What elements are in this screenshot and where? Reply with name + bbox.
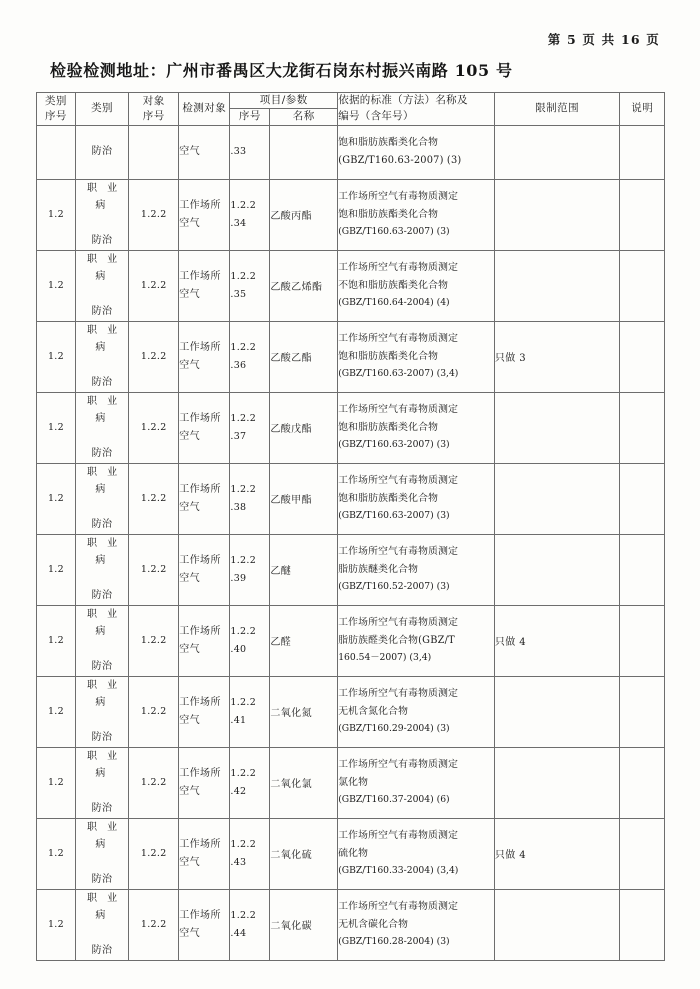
cell-category-no xyxy=(37,179,76,250)
cell-category-line1: 职 业 病 xyxy=(86,608,121,637)
header-category-no-line2: 序号 xyxy=(44,109,67,122)
cell-category-no-line1: 1.2 xyxy=(47,706,64,717)
cell-item-no-line1: 1.2.2 xyxy=(230,413,257,425)
cell-test-object xyxy=(179,321,230,392)
cell-category xyxy=(75,534,128,605)
cell-category-no-line1: 1.2 xyxy=(47,848,64,859)
cell-category-no xyxy=(37,250,76,321)
cell-standard xyxy=(338,321,495,392)
cell-item-no-line2: .34 xyxy=(230,217,247,229)
cell-standard xyxy=(338,250,495,321)
cell-standard-line3: (GBZ/T160.63-2007) (3) xyxy=(338,439,450,451)
cell-limit-range xyxy=(494,463,620,534)
cell-limit-range xyxy=(494,321,620,392)
cell-object-no xyxy=(129,463,179,534)
cell-category-line2: 防治 xyxy=(91,874,113,885)
cell-item-no-line2: .36 xyxy=(230,359,247,371)
cell-item-no-line1: 1.2.2 xyxy=(230,839,257,851)
table-row[interactable] xyxy=(37,676,665,747)
cell-category-line1: 职 业 病 xyxy=(86,537,121,566)
cell-object-no-line1: 1.2.2 xyxy=(140,919,167,930)
cell-object-no xyxy=(129,889,179,960)
table-row[interactable] xyxy=(37,392,665,463)
cell-item-no-line2: .44 xyxy=(230,927,247,939)
cell-standard-line2: 饱和脂肪族酯类化合物 xyxy=(338,492,439,504)
cell-object-no xyxy=(129,250,179,321)
cell-category-no xyxy=(37,125,76,179)
page-number-marker: 第 5 页 共 16 页 xyxy=(547,32,660,47)
cell-item-no-line1: 1.2.2 xyxy=(230,555,257,567)
header-category-no xyxy=(37,93,76,126)
cell-category-no xyxy=(37,463,76,534)
cell-limit-range xyxy=(494,676,620,747)
header-standard-line1: 依据的标准（方法）名称及 xyxy=(338,94,468,106)
cell-standard-line2: 氯化物 xyxy=(338,776,369,788)
cell-standard-line2: 饱和脂肪族酯类化合物 xyxy=(338,421,439,433)
cell-object-no-line1: 1.2.2 xyxy=(140,493,167,504)
cell-item-name xyxy=(270,818,338,889)
table-row[interactable] xyxy=(37,463,665,534)
cell-remark xyxy=(620,605,665,676)
cell-category xyxy=(75,889,128,960)
cell-category-line2: 防治 xyxy=(91,661,113,672)
cell-category-no xyxy=(37,676,76,747)
cell-standard-line3: (GBZ/T160.63-2007) (3,4) xyxy=(338,368,459,380)
cell-item-no xyxy=(230,605,270,676)
cell-category-no-line1: 1.2 xyxy=(47,280,64,291)
header-remark: 说明 xyxy=(620,93,665,126)
cell-category-no xyxy=(37,818,76,889)
cell-item-name-line1: 乙酸乙酯 xyxy=(270,353,312,364)
cell-object-no-line1: 1.2.2 xyxy=(140,422,167,433)
inspection-address-line: 检验检测地址：广州市番禺区大龙街石岗东村振兴南路 105 号 xyxy=(50,61,513,80)
cell-category-no xyxy=(37,392,76,463)
cell-limit-range xyxy=(494,889,620,960)
cell-test-object-line2: 空气 xyxy=(179,927,201,939)
table-row[interactable] xyxy=(37,321,665,392)
cell-standard-line2: 脂肪族醛类化合物(GBZ/T xyxy=(338,634,455,646)
cell-category-line1: 职 业 病 xyxy=(86,821,121,850)
cell-category-no xyxy=(37,889,76,960)
cell-remark xyxy=(620,125,665,179)
cell-item-name xyxy=(270,676,338,747)
cell-item-no-line2: .39 xyxy=(230,572,247,584)
cell-standard-line3: (GBZ/T160.29-2004) (3) xyxy=(338,723,450,735)
cell-item-no-line1: 1.2.2 xyxy=(230,342,257,354)
cell-item-no xyxy=(230,321,270,392)
capability-table xyxy=(36,92,665,961)
cell-category-line2: 防治 xyxy=(91,519,113,530)
cell-item-no xyxy=(230,818,270,889)
cell-category-no-line1: 1.2 xyxy=(47,564,64,575)
cell-item-name xyxy=(270,250,338,321)
cell-limit-range-line1: 只做 4 xyxy=(494,850,527,861)
cell-object-no xyxy=(129,125,179,179)
cell-standard-line3: (GBZ/T160.28-2004) (3) xyxy=(338,936,450,948)
header-category-no-line1: 类别 xyxy=(44,94,67,107)
cell-category-no xyxy=(37,747,76,818)
cell-object-no-line1: 1.2.2 xyxy=(140,564,167,575)
cell-category-line1: 职 业 病 xyxy=(86,750,121,779)
cell-standard-line3: (GBZ/T160.33-2004) (3,4) xyxy=(338,865,459,877)
cell-standard-line1: 工作场所空气有毒物质测定 xyxy=(338,403,459,415)
cell-category-line1: 职 业 病 xyxy=(86,892,121,921)
cell-category-line2: 防治 xyxy=(91,377,113,388)
cell-item-name xyxy=(270,605,338,676)
cell-limit-range xyxy=(494,605,620,676)
cell-test-object-line2: 空气 xyxy=(179,430,201,442)
cell-object-no-line1: 1.2.2 xyxy=(140,209,167,220)
header-object-no-line2: 序号 xyxy=(142,109,165,122)
cell-remark xyxy=(620,534,665,605)
cell-standard-line2: 无机含碳化合物 xyxy=(338,918,409,930)
cell-object-no xyxy=(129,392,179,463)
table-row[interactable] xyxy=(37,250,665,321)
cell-standard xyxy=(338,818,495,889)
cell-test-object-line1: 工作场所 xyxy=(179,768,221,779)
cell-category-no-line1: 1.2 xyxy=(47,635,64,646)
cell-test-object-line1: 工作场所 xyxy=(179,910,221,921)
cell-item-no-line1: 1.2.2 xyxy=(230,697,257,709)
cell-item-no-line2: .42 xyxy=(230,785,247,797)
table-row[interactable] xyxy=(37,605,665,676)
cell-remark xyxy=(620,250,665,321)
cell-standard-line1: 工作场所空气有毒物质测定 xyxy=(338,900,459,912)
cell-category xyxy=(75,676,128,747)
cell-test-object xyxy=(179,818,230,889)
cell-standard-line1: 工作场所空气有毒物质测定 xyxy=(338,261,459,273)
cell-item-no-line2: .35 xyxy=(230,288,247,300)
cell-category-no xyxy=(37,605,76,676)
cell-object-no xyxy=(129,321,179,392)
cell-item-name xyxy=(270,125,338,179)
cell-test-object-line1: 空气 xyxy=(179,146,201,158)
cell-object-no-line1: 1.2.2 xyxy=(140,848,167,859)
cell-test-object xyxy=(179,534,230,605)
cell-item-name-line1: 二氧化氮 xyxy=(270,708,312,719)
cell-category-no-line1: 1.2 xyxy=(47,351,64,362)
cell-remark xyxy=(620,463,665,534)
cell-category-no-line1: 1.2 xyxy=(47,777,64,788)
cell-remark xyxy=(620,676,665,747)
cell-item-no-line2: .37 xyxy=(230,430,247,442)
header-standard xyxy=(338,93,495,126)
cell-item-name xyxy=(270,392,338,463)
cell-category-line2: 防治 xyxy=(91,803,113,814)
cell-limit-range xyxy=(494,250,620,321)
table-row[interactable] xyxy=(37,747,665,818)
cell-test-object xyxy=(179,125,230,179)
capability-table-wrapper xyxy=(36,92,665,961)
header-standard-line2: 编号（含年号） xyxy=(338,109,414,122)
cell-item-no xyxy=(230,463,270,534)
cell-item-name-line1: 二氧化硫 xyxy=(270,850,312,861)
cell-category xyxy=(75,818,128,889)
cell-test-object-line1: 工作场所 xyxy=(179,839,221,850)
cell-item-name xyxy=(270,889,338,960)
cell-standard-line1: 饱和脂肪族酯类化合物 xyxy=(338,137,439,149)
cell-item-no xyxy=(230,534,270,605)
cell-item-no-line2: .41 xyxy=(230,714,247,726)
cell-item-name-line1: 二氧化碳 xyxy=(270,921,312,932)
cell-standard-line1: 工作场所空气有毒物质测定 xyxy=(338,474,459,486)
cell-item-name-line1: 乙酸甲酯 xyxy=(270,495,312,506)
cell-test-object-line2: 空气 xyxy=(179,856,201,868)
cell-category-no-line1: 1.2 xyxy=(47,919,64,930)
cell-standard-line1: 工作场所空气有毒物质测定 xyxy=(338,829,459,841)
cell-item-name xyxy=(270,321,338,392)
cell-category-no-line1: 1.2 xyxy=(47,493,64,504)
cell-category xyxy=(75,392,128,463)
cell-object-no xyxy=(129,676,179,747)
cell-limit-range xyxy=(494,392,620,463)
cell-limit-range xyxy=(494,534,620,605)
cell-test-object xyxy=(179,605,230,676)
cell-item-name-line1: 乙酸丙酯 xyxy=(270,211,312,222)
cell-item-no-line1: 1.2.2 xyxy=(230,910,257,922)
cell-category-line2: 防治 xyxy=(91,945,113,956)
cell-standard-line3: (GBZ/T160.37-2004) (6) xyxy=(338,794,450,806)
cell-object-no-line1: 1.2.2 xyxy=(140,777,167,788)
cell-test-object xyxy=(179,179,230,250)
cell-category-line1: 防治 xyxy=(91,146,113,158)
cell-standard-line1: 工作场所空气有毒物质测定 xyxy=(338,758,459,770)
cell-test-object xyxy=(179,250,230,321)
cell-remark xyxy=(620,321,665,392)
header-object-no xyxy=(129,93,179,126)
cell-test-object xyxy=(179,747,230,818)
cell-item-no-line1: 1.2.2 xyxy=(230,271,257,283)
cell-item-name xyxy=(270,463,338,534)
cell-remark xyxy=(620,392,665,463)
cell-limit-range xyxy=(494,818,620,889)
table-row[interactable] xyxy=(37,889,665,960)
cell-standard-line2: 无机含氮化合物 xyxy=(338,705,409,717)
cell-test-object-line2: 空气 xyxy=(179,501,201,513)
cell-item-name-line1: 乙醚 xyxy=(270,566,292,577)
cell-object-no xyxy=(129,818,179,889)
cell-test-object-line1: 工作场所 xyxy=(179,342,221,353)
cell-category-no-line1: 1.2 xyxy=(47,209,64,220)
cell-test-object-line2: 空气 xyxy=(179,785,201,797)
cell-standard xyxy=(338,534,495,605)
cell-standard-line3: (GBZ/T160.64-2004) (4) xyxy=(338,297,450,309)
cell-standard-line2: 脂肪族醚类化合物 xyxy=(338,563,419,575)
cell-remark xyxy=(620,818,665,889)
cell-category-line1: 职 业 病 xyxy=(86,395,121,424)
cell-item-no xyxy=(230,676,270,747)
cell-item-no-line1: 1.2.2 xyxy=(230,768,257,780)
cell-item-name xyxy=(270,534,338,605)
cell-standard xyxy=(338,605,495,676)
header-row-1 xyxy=(37,93,665,109)
cell-test-object xyxy=(179,676,230,747)
cell-category-line2: 防治 xyxy=(91,590,113,601)
cell-category xyxy=(75,125,128,179)
cell-remark xyxy=(620,179,665,250)
cell-item-no xyxy=(230,889,270,960)
cell-item-no-line1: .33 xyxy=(230,146,247,158)
cell-item-name xyxy=(270,179,338,250)
cell-remark xyxy=(620,889,665,960)
cell-item-no-line2: .40 xyxy=(230,643,247,655)
cell-limit-range xyxy=(494,179,620,250)
cell-test-object xyxy=(179,463,230,534)
cell-item-name-line1: 二氧化氯 xyxy=(270,779,312,790)
table-row[interactable] xyxy=(37,818,665,889)
cell-test-object-line1: 工作场所 xyxy=(179,484,221,495)
cell-test-object-line2: 空气 xyxy=(179,288,201,300)
cell-limit-range xyxy=(494,125,620,179)
cell-category xyxy=(75,605,128,676)
cell-item-no xyxy=(230,250,270,321)
cell-test-object-line2: 空气 xyxy=(179,359,201,371)
cell-limit-range-line1: 只做 3 xyxy=(494,353,527,364)
cell-item-no-line2: .38 xyxy=(230,501,247,513)
cell-standard-line1: 工作场所空气有毒物质测定 xyxy=(338,687,459,699)
cell-category-line1: 职 业 病 xyxy=(86,466,121,495)
cell-standard xyxy=(338,676,495,747)
header-limit-range: 限制范围 xyxy=(494,93,620,126)
header-item-param: 项目/参数 xyxy=(230,93,338,109)
cell-standard xyxy=(338,889,495,960)
cell-standard-line1: 工作场所空气有毒物质测定 xyxy=(338,545,459,557)
cell-standard xyxy=(338,747,495,818)
header-test-object: 检测对象 xyxy=(179,93,230,126)
table-body xyxy=(37,125,665,960)
cell-object-no xyxy=(129,605,179,676)
header-object-no-line1: 对象 xyxy=(142,94,165,107)
cell-remark xyxy=(620,747,665,818)
cell-item-no-line1: 1.2.2 xyxy=(230,200,257,212)
cell-test-object-line1: 工作场所 xyxy=(179,555,221,566)
cell-category-no xyxy=(37,321,76,392)
cell-test-object-line2: 空气 xyxy=(179,714,201,726)
cell-category-line1: 职 业 病 xyxy=(86,324,121,353)
cell-standard-line2: 不饱和脂肪族酯类化合物 xyxy=(338,279,449,291)
cell-limit-range-line1: 只做 4 xyxy=(494,637,527,648)
table-row[interactable] xyxy=(37,179,665,250)
cell-item-name-line1: 乙醛 xyxy=(270,637,292,648)
cell-test-object-line1: 工作场所 xyxy=(179,697,221,708)
cell-item-name xyxy=(270,747,338,818)
cell-category xyxy=(75,463,128,534)
cell-standard-line2: (GBZ/T160.63-2007) (3) xyxy=(338,155,462,166)
header-category: 类别 xyxy=(75,93,128,126)
cell-category-no-line1: 1.2 xyxy=(47,422,64,433)
cell-object-no xyxy=(129,747,179,818)
cell-item-no-line2: .43 xyxy=(230,856,247,868)
cell-standard-line3: 160.54－2007) (3,4) xyxy=(338,652,432,664)
cell-item-no xyxy=(230,179,270,250)
cell-object-no-line1: 1.2.2 xyxy=(140,280,167,291)
cell-category xyxy=(75,747,128,818)
cell-standard-line3: (GBZ/T160.63-2007) (3) xyxy=(338,510,450,522)
header-item-no: 序号 xyxy=(230,109,270,125)
header-item-name: 名称 xyxy=(270,109,338,125)
cell-category xyxy=(75,179,128,250)
cell-standard xyxy=(338,125,495,179)
cell-object-no-line1: 1.2.2 xyxy=(140,351,167,362)
cell-object-no xyxy=(129,534,179,605)
cell-standard-line1: 工作场所空气有毒物质测定 xyxy=(338,332,459,344)
table-head xyxy=(37,93,665,126)
cell-category-line2: 防治 xyxy=(91,732,113,743)
cell-standard-line2: 硫化物 xyxy=(338,847,369,859)
cell-standard xyxy=(338,392,495,463)
cell-item-name-line1: 乙酸戊酯 xyxy=(270,424,312,435)
cell-item-no-line1: 1.2.2 xyxy=(230,626,257,638)
cell-standard xyxy=(338,179,495,250)
cell-standard-line3: (GBZ/T160.63-2007) (3) xyxy=(338,226,450,238)
cell-object-no-line1: 1.2.2 xyxy=(140,635,167,646)
cell-object-no-line1: 1.2.2 xyxy=(140,706,167,717)
cell-category-line1: 职 业 病 xyxy=(86,679,121,708)
cell-test-object-line1: 工作场所 xyxy=(179,200,221,211)
cell-test-object-line1: 工作场所 xyxy=(179,626,221,637)
cell-category-line1: 职 业 病 xyxy=(86,182,121,211)
cell-standard-line3: (GBZ/T160.52-2007) (3) xyxy=(338,581,450,593)
cell-object-no xyxy=(129,179,179,250)
cell-category xyxy=(75,250,128,321)
cell-standard-line1: 工作场所空气有毒物质测定 xyxy=(338,190,459,202)
cell-standard-line2: 饱和脂肪族酯类化合物 xyxy=(338,208,439,220)
cell-category-no xyxy=(37,534,76,605)
cell-category-line2: 防治 xyxy=(91,306,113,317)
cell-test-object-line2: 空气 xyxy=(179,217,201,229)
cell-test-object xyxy=(179,392,230,463)
table-row[interactable] xyxy=(37,534,665,605)
cell-item-name-line1: 乙酸乙烯酯 xyxy=(270,282,323,293)
cell-item-no xyxy=(230,747,270,818)
cell-item-no xyxy=(230,392,270,463)
cell-category-line2: 防治 xyxy=(91,235,113,246)
cell-item-no-line1: 1.2.2 xyxy=(230,484,257,496)
cell-category xyxy=(75,321,128,392)
cell-standard-line2: 饱和脂肪族酯类化合物 xyxy=(338,350,439,362)
cell-standard xyxy=(338,463,495,534)
cell-category-line1: 职 业 病 xyxy=(86,253,121,282)
cell-standard-line1: 工作场所空气有毒物质测定 xyxy=(338,616,459,628)
cell-test-object-line1: 工作场所 xyxy=(179,413,221,424)
cell-category-line2: 防治 xyxy=(91,448,113,459)
cell-item-no xyxy=(230,125,270,179)
cell-test-object xyxy=(179,889,230,960)
cell-limit-range xyxy=(494,747,620,818)
cell-test-object-line2: 空气 xyxy=(179,572,201,584)
cell-test-object-line2: 空气 xyxy=(179,643,201,655)
cell-test-object-line1: 工作场所 xyxy=(179,271,221,282)
table-row[interactable] xyxy=(37,125,665,179)
